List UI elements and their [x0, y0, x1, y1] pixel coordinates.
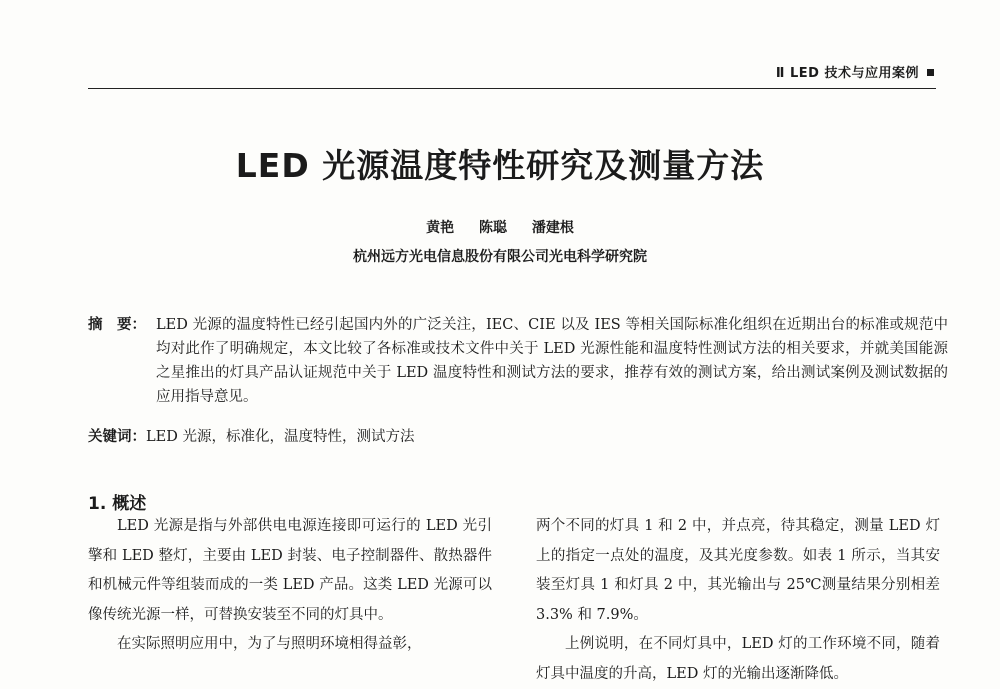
keywords-label: 关键词： — [88, 429, 146, 445]
right-column — [536, 512, 940, 689]
keywords-text: LED 光源，标准化，温度特性，测试方法 — [146, 429, 415, 445]
running-head — [776, 62, 934, 81]
author-2: 陈聪 — [479, 220, 507, 236]
affiliation: 杭州远方光电信息股份有限公司光电科学研究院 — [353, 249, 647, 265]
abstract-text: LED 光源的温度特性已经引起国内外的广泛关注，IEC、CIE 以及 IES 等相关国际标准化组织在近期出台的标准或规范中均对此作了明确规定，本文比较了各标准或技术文件中关于 LED 光源性能和温度特性测试方法的相关要求，并就美国能源之星推出的灯具产品认证规范中关于 LED 温度特性和测试方法的要求，推荐有效的测试方案，给出测试案例及测试数据的应用指导意见。 — [156, 317, 948, 405]
section-heading: 1. 概述 — [88, 494, 147, 514]
paragraph: 上例说明，在不同灯具中，LED 灯的工作环境不同，随着灯具中温度的升高，LED 灯的光输出逐渐降低。 — [536, 636, 940, 682]
author-1: 黄艳 — [426, 220, 455, 236]
square-bullet-icon — [927, 69, 934, 76]
article-title: LED 光源温度特性研究及测量方法 — [235, 146, 765, 185]
left-column — [88, 512, 492, 660]
running-head-text: Ⅱ LED 技术与应用案例 — [775, 66, 919, 81]
authors — [0, 217, 1000, 237]
abstract — [88, 313, 948, 409]
header-rule — [88, 88, 936, 89]
paragraph: LED 光源是指与外部供电电源连接即可运行的 LED 光引擎和 LED 整灯，主要由 LED 封装、电子控制器件、散热器件和机械元件等组装而成的一类 LED 产品。这类 LED 光源可以像传统光源一样，可替换安装至不同的灯具中。 — [88, 518, 492, 623]
paragraph: 在实际照明应用中，为了与照明环境相得益彰， — [117, 636, 422, 652]
author-3: 潘建根 — [531, 220, 574, 236]
abstract-label: 摘 要： — [88, 317, 146, 333]
keywords — [88, 425, 948, 446]
paragraph: 两个不同的灯具 1 和 2 中，并点亮，待其稳定，测量 LED 灯上的指定一点处的温度，及其光度参数。如表 1 所示，当其安装至灯具 1 和灯具 2 中，其光输出与 25℃测量结果分别相差 3.3% 和 7.9%。 — [536, 518, 940, 623]
